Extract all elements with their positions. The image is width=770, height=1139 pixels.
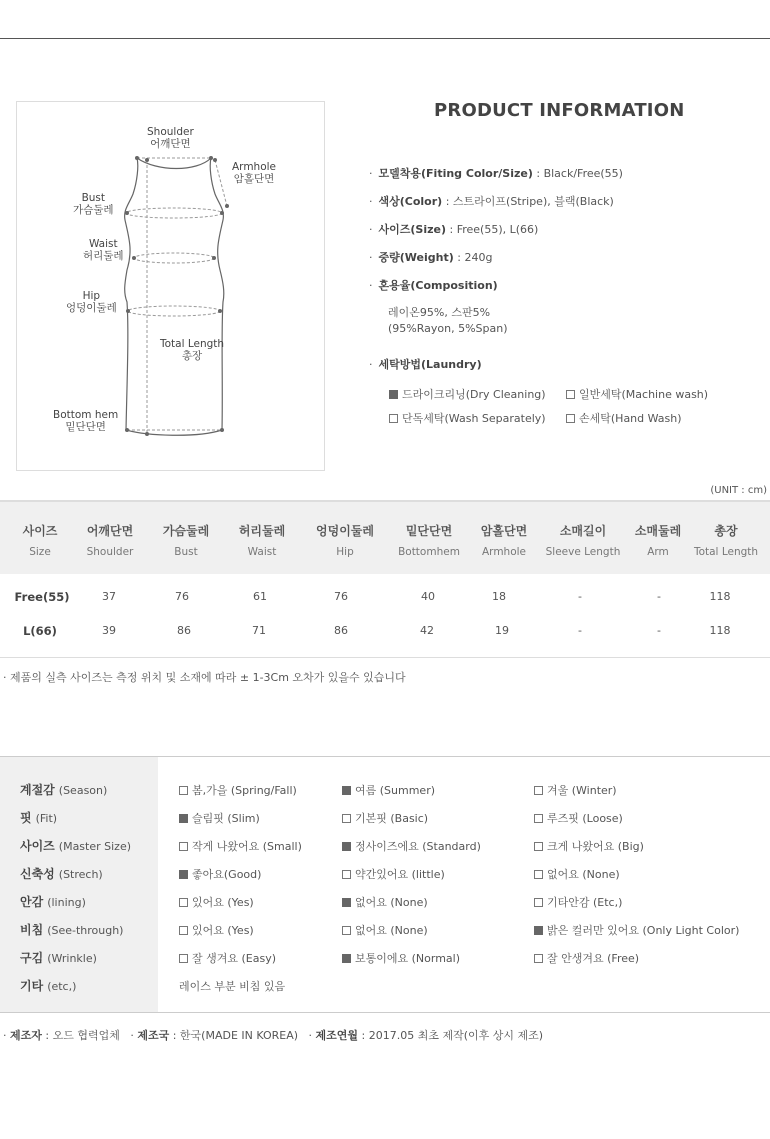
hip-label: Hip 엉덩이둘레: [66, 290, 117, 314]
attr-option: 여름 (Summer): [342, 782, 435, 798]
table-cell: -: [578, 590, 582, 603]
fitting-row: · 모델착용(Fiting Color/Size) : Black/Free(55): [369, 167, 623, 180]
table-cell: 118: [709, 624, 731, 637]
top-divider: [0, 38, 770, 39]
size-table-header: [0, 500, 770, 574]
header-size: 사이즈 Size: [22, 524, 58, 558]
table-cell: 18: [492, 590, 506, 603]
attr-label-lining: 안감 (lining): [20, 895, 86, 909]
product-information-title: PRODUCT INFORMATION: [434, 100, 685, 121]
size-row: · 사이즈(Size) : Free(55), L(66): [369, 223, 539, 236]
attr-option: 잘 생겨요 (Easy): [179, 950, 276, 966]
attr-option: 봄,가을 (Spring/Fall): [179, 782, 297, 798]
unchecked-box-icon: [534, 814, 543, 823]
manufacturer-info: · 제조자 : 오드 협력업체 · 제조국 : 한국(MADE IN KOREA) · 제조연월 : 2017.05 최초 제작(이후 상시 제조): [3, 1029, 544, 1042]
checked-box-icon: [179, 870, 188, 879]
measurement-diagram: [16, 101, 325, 471]
attr-option: 없어요 (None): [534, 866, 620, 882]
table-cell: 86: [177, 624, 191, 637]
unchecked-box-icon: [179, 842, 188, 851]
attr-option: 루즈핏 (Loose): [534, 810, 623, 826]
unchecked-box-icon: [179, 898, 188, 907]
unchecked-box-icon: [566, 390, 575, 399]
unit-label: (UNIT : cm): [710, 485, 767, 496]
armhole-label: Armhole 암홀단면: [232, 161, 276, 185]
attr-option: 좋아요(Good): [179, 866, 261, 882]
waist-label: Waist 허리둘레: [83, 238, 124, 262]
unchecked-box-icon: [179, 926, 188, 935]
header-armhole: 암홀단면 Armhole: [480, 524, 528, 558]
size-note: · 제품의 실측 사이즈는 측정 위치 및 소재에 따라 ± 1-3Cm 오차가 있을수 있습니다: [3, 671, 406, 684]
attr-option: 없어요 (None): [342, 922, 428, 938]
checked-box-icon: [179, 814, 188, 823]
checked-box-icon: [342, 898, 351, 907]
table-cell: 118: [709, 590, 731, 603]
unchecked-box-icon: [342, 814, 351, 823]
table-cell: 86: [334, 624, 348, 637]
attr-option: 슬림핏 (Slim): [179, 810, 260, 826]
header-arm: 소매둘레 Arm: [634, 524, 682, 558]
attr-option: 있어요 (Yes): [179, 922, 254, 938]
attr-option: 겨울 (Winter): [534, 782, 617, 798]
table-cell: -: [657, 590, 661, 603]
unchecked-box-icon: [534, 898, 543, 907]
attr-option: 작게 나왔어요 (Small): [179, 838, 302, 854]
unchecked-box-icon: [179, 786, 188, 795]
laundry-option: 손세탁(Hand Wash): [566, 410, 682, 426]
unchecked-box-icon: [179, 954, 188, 963]
table-cell: 40: [421, 590, 435, 603]
laundry-option: 단독세탁(Wash Separately): [389, 410, 546, 426]
attr-label-fit: 핏 (Fit): [20, 811, 58, 825]
header-bottomhem: 밑단단면 Bottomhem: [398, 524, 460, 558]
attr-label-etc: 기타 (etc,): [20, 979, 77, 993]
unchecked-box-icon: [342, 870, 351, 879]
table-cell: -: [578, 624, 582, 637]
table-cell: 61: [253, 590, 267, 603]
attr-option: 보통이에요 (Normal): [342, 950, 460, 966]
attr-option: 밝은 컬러만 있어요 (Only Light Color): [534, 922, 739, 938]
table-cell: -: [657, 624, 661, 637]
composition-line1: 레이온95%, 스판5%: [388, 306, 491, 319]
size-table-divider: [0, 657, 770, 658]
unchecked-box-icon: [534, 870, 543, 879]
attribute-table-bottom-divider: [0, 1012, 770, 1013]
weight-row: · 중량(Weight) : 240g: [369, 251, 493, 264]
header-waist: 허리둘레 Waist: [238, 524, 286, 558]
table-cell: 42: [420, 624, 434, 637]
attr-label-stretch: 신축성 (Strech): [20, 867, 103, 881]
laundry-row: · 세탁방법(Laundry): [369, 358, 482, 371]
table-cell: 39: [102, 624, 116, 637]
attr-option: 잘 안생겨요 (Free): [534, 950, 639, 966]
bottom-hem-label: Bottom hem 밑단단면: [53, 409, 119, 433]
checked-box-icon: [342, 842, 351, 851]
header-hip: 엉덩이둘레 Hip: [316, 524, 374, 558]
color-row: · 색상(Color) : 스트라이프(Stripe), 블랙(Black): [369, 195, 614, 208]
table-cell: 71: [252, 624, 266, 637]
unchecked-box-icon: [566, 414, 575, 423]
header-sleeve-length: 소매길이 Sleeve Length: [545, 524, 621, 558]
laundry-option: 일반세탁(Machine wash): [566, 386, 708, 402]
table-cell: 19: [495, 624, 509, 637]
bust-label: Bust 가슴둘레: [73, 192, 114, 216]
checked-box-icon: [534, 926, 543, 935]
table-cell: 37: [102, 590, 116, 603]
unchecked-box-icon: [534, 786, 543, 795]
table-cell: L(66): [23, 624, 57, 638]
attr-label-see-through: 비침 (See-through): [20, 923, 124, 937]
total-length-label: Total Length 총장: [160, 338, 225, 362]
header-shoulder: 어깨단면 Shoulder: [86, 524, 134, 558]
attr-option: 크게 나왔어요 (Big): [534, 838, 644, 854]
table-cell: 76: [175, 590, 189, 603]
unchecked-box-icon: [389, 414, 398, 423]
attr-option: 기본핏 (Basic): [342, 810, 428, 826]
attr-label-master-size: 사이즈 (Master Size): [20, 839, 132, 853]
checked-box-icon: [389, 390, 398, 399]
unchecked-box-icon: [534, 842, 543, 851]
attr-option: 없어요 (None): [342, 894, 428, 910]
unchecked-box-icon: [534, 954, 543, 963]
unchecked-box-icon: [342, 926, 351, 935]
attr-label-wrinkle: 구김 (Wrinkle): [20, 951, 97, 965]
header-bust: 가슴둘레 Bust: [162, 524, 210, 558]
attr-option: 기타안감 (Etc,): [534, 894, 622, 910]
attr-etc-note: 레이스 부분 비침 있음: [179, 980, 286, 993]
table-cell: 76: [334, 590, 348, 603]
attr-option: 약간있어요 (little): [342, 866, 445, 882]
attr-option: 있어요 (Yes): [179, 894, 254, 910]
attr-option: 정사이즈에요 (Standard): [342, 838, 481, 854]
laundry-option: 드라이크리닝(Dry Cleaning): [389, 386, 546, 402]
attr-label-season: 계절감 (Season): [20, 783, 108, 797]
header-total-length: 총장 Total Length: [693, 524, 759, 558]
checked-box-icon: [342, 954, 351, 963]
shoulder-label: Shoulder 어깨단면: [147, 126, 194, 150]
table-cell: Free(55): [14, 590, 70, 604]
composition-row: · 혼용율(Composition): [369, 279, 498, 292]
checked-box-icon: [342, 786, 351, 795]
composition-line2: (95%Rayon, 5%Span): [388, 322, 508, 335]
